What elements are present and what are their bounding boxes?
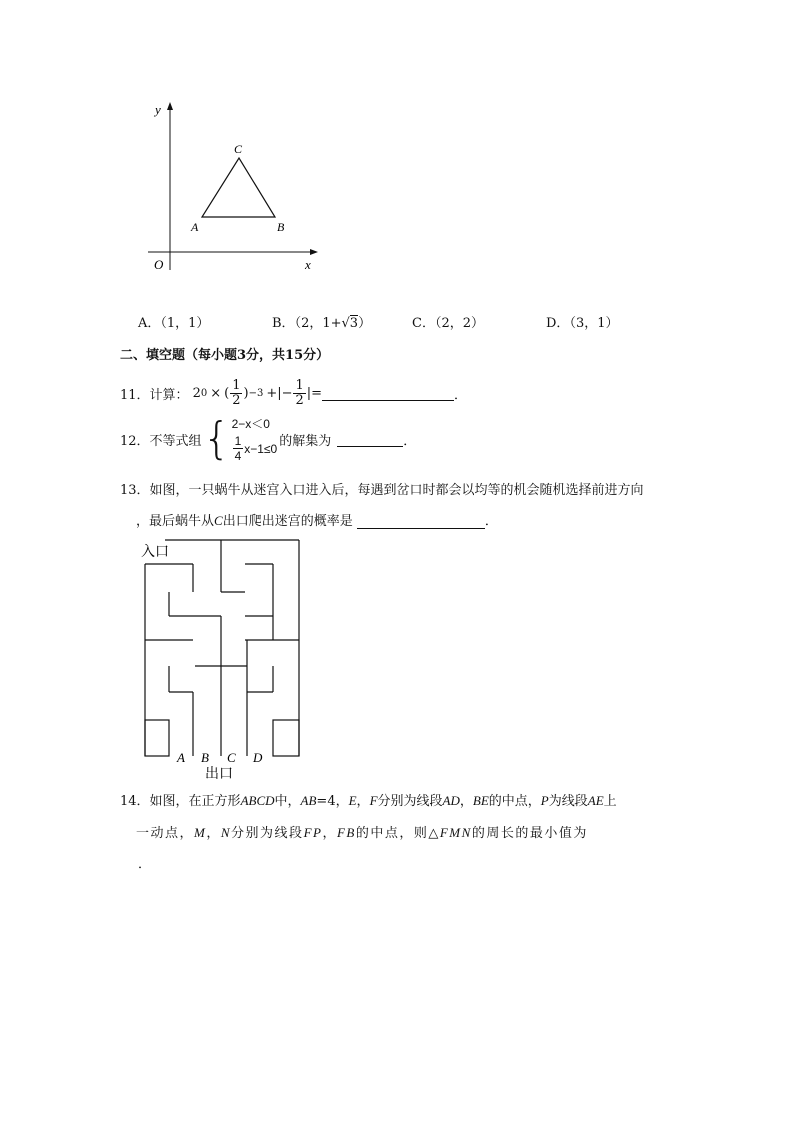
question-number: 11． <box>120 387 150 403</box>
frac-num: 1 <box>295 377 304 393</box>
math-var: AB <box>300 793 317 808</box>
fraction-one-half <box>230 379 242 408</box>
frac-den: 4 <box>234 449 242 463</box>
triangle-abc <box>202 158 275 217</box>
maze-exit-a: A <box>177 750 185 765</box>
math-close-paren: ) <box>243 385 249 401</box>
text: 的周长的最小值为 <box>471 826 588 841</box>
label-b: B <box>277 220 285 234</box>
maze-exit-label: 出口 <box>205 766 233 782</box>
math-var: BE <box>472 793 489 808</box>
math-var: AD <box>442 793 460 808</box>
inequality-2-rest: x−1≤0 <box>244 441 278 456</box>
math-var: ABCD <box>240 793 275 808</box>
math-var: AE <box>587 793 604 808</box>
text: 中， <box>274 794 301 809</box>
frac-den: 2 <box>295 392 304 408</box>
text: 为线段 <box>548 794 588 809</box>
question-text: ，最后蜗牛从 <box>136 514 215 529</box>
text: 一动点， <box>136 826 195 841</box>
fraction-one-half-2 <box>293 379 305 408</box>
label-a: A <box>191 220 199 234</box>
system-brace: { <box>202 413 231 464</box>
text: 上 <box>603 794 617 809</box>
math-var: FB <box>336 825 356 840</box>
q10-option-c <box>412 312 484 331</box>
text: ， <box>356 794 370 809</box>
answer-blank-12[interactable] <box>337 432 403 447</box>
text: 如图，在正方形 <box>149 794 241 809</box>
maze-entrance-label: 入口 <box>141 544 169 560</box>
option-letter: B． <box>272 316 295 331</box>
question-text: 如图，一只蜗牛从迷宫入口进入后，每遇到岔口时都会以均等的机会随机选择前进方向 <box>149 483 644 498</box>
option-letter: C． <box>412 316 435 331</box>
math-var: FMN <box>439 825 472 840</box>
q10-option-b <box>272 312 371 331</box>
question-13-line-1 <box>120 479 644 498</box>
math-base: 2 <box>192 385 201 401</box>
sqrt-arg: 3 <box>349 316 359 331</box>
coordinate-figure <box>138 100 318 275</box>
text: 的中点， <box>488 794 541 809</box>
maze-exit-c: C <box>227 750 236 765</box>
question-text: 出口爬出迷宫的概率是 <box>222 514 353 529</box>
option-value-suffix: ） <box>358 316 372 331</box>
option-value-prefix: （2，1+ <box>294 316 342 331</box>
inequality-2 <box>232 434 278 463</box>
q10-option-d <box>546 312 618 331</box>
question-prefix: 计算： <box>149 387 189 403</box>
answer-blank-11[interactable] <box>322 386 454 401</box>
label-y: y <box>155 102 161 117</box>
question-14-line-1 <box>120 790 617 809</box>
text: ， <box>206 826 221 841</box>
option-letter: D． <box>546 316 570 331</box>
question-end: ． <box>484 514 498 529</box>
question-14-line-2 <box>136 822 588 841</box>
question-number: 12． <box>120 433 150 449</box>
text: =4， <box>316 794 349 809</box>
math-var: N <box>220 825 232 840</box>
question-number: 13． <box>120 483 150 498</box>
question-prefix: 不等式组 <box>149 433 202 449</box>
maze-exit-b: B <box>201 750 209 765</box>
q10-option-a <box>138 312 209 331</box>
option-letter: A． <box>138 316 161 331</box>
x-axis-arrow <box>310 249 318 255</box>
text: 分别为线段 <box>231 826 304 841</box>
math-var: C <box>214 513 223 528</box>
frac-den: 2 <box>232 392 241 408</box>
inequality-system <box>232 415 278 463</box>
question-end: ． <box>454 387 468 403</box>
label-x: x <box>305 257 311 272</box>
math-var: F <box>369 793 378 808</box>
inequality-1: 2−x＜0 <box>231 417 270 431</box>
question-number: 14． <box>120 794 150 809</box>
text: 分别为线段 <box>377 794 443 809</box>
option-value: （2，2） <box>434 316 484 331</box>
label-c: C <box>234 142 243 156</box>
math-abs-end: |= <box>306 385 323 401</box>
fraction-one-quarter <box>233 434 244 463</box>
question-13-line-2 <box>136 510 498 529</box>
question-11 <box>120 376 467 410</box>
text: 的中点，则△ <box>355 826 440 841</box>
question-14-line-3: ． <box>138 857 152 872</box>
math-plus-abs: +|− <box>266 385 293 401</box>
maze-exit-d: D <box>253 750 263 765</box>
text: ， <box>322 826 337 841</box>
math-exp-0: 0 <box>200 387 208 399</box>
frac-num: 1 <box>234 434 242 448</box>
math-var: E <box>348 793 357 808</box>
frac-num: 1 <box>232 377 241 393</box>
question-end: ． <box>403 433 417 449</box>
label-origin: O <box>154 257 164 272</box>
math-open-paren: ( <box>224 385 230 401</box>
maze-figure <box>135 538 305 783</box>
math-var: P <box>540 793 549 808</box>
question-12 <box>120 410 416 468</box>
option-value: （3，1） <box>569 316 619 331</box>
option-value: （1，1） <box>160 316 210 331</box>
text: ， <box>459 794 473 809</box>
answer-blank-13[interactable] <box>357 514 485 529</box>
sqrt-sign: √ <box>341 316 350 331</box>
math-var: FP <box>303 825 323 840</box>
math-times: × <box>210 385 222 401</box>
question-suffix: 的解集为 <box>279 433 332 449</box>
math-var: M <box>194 825 207 840</box>
section-title: 二、填空题（每小题3分，共15分） <box>120 348 330 363</box>
y-axis-arrow <box>167 102 173 110</box>
math-exp-neg3: −3 <box>248 387 264 399</box>
